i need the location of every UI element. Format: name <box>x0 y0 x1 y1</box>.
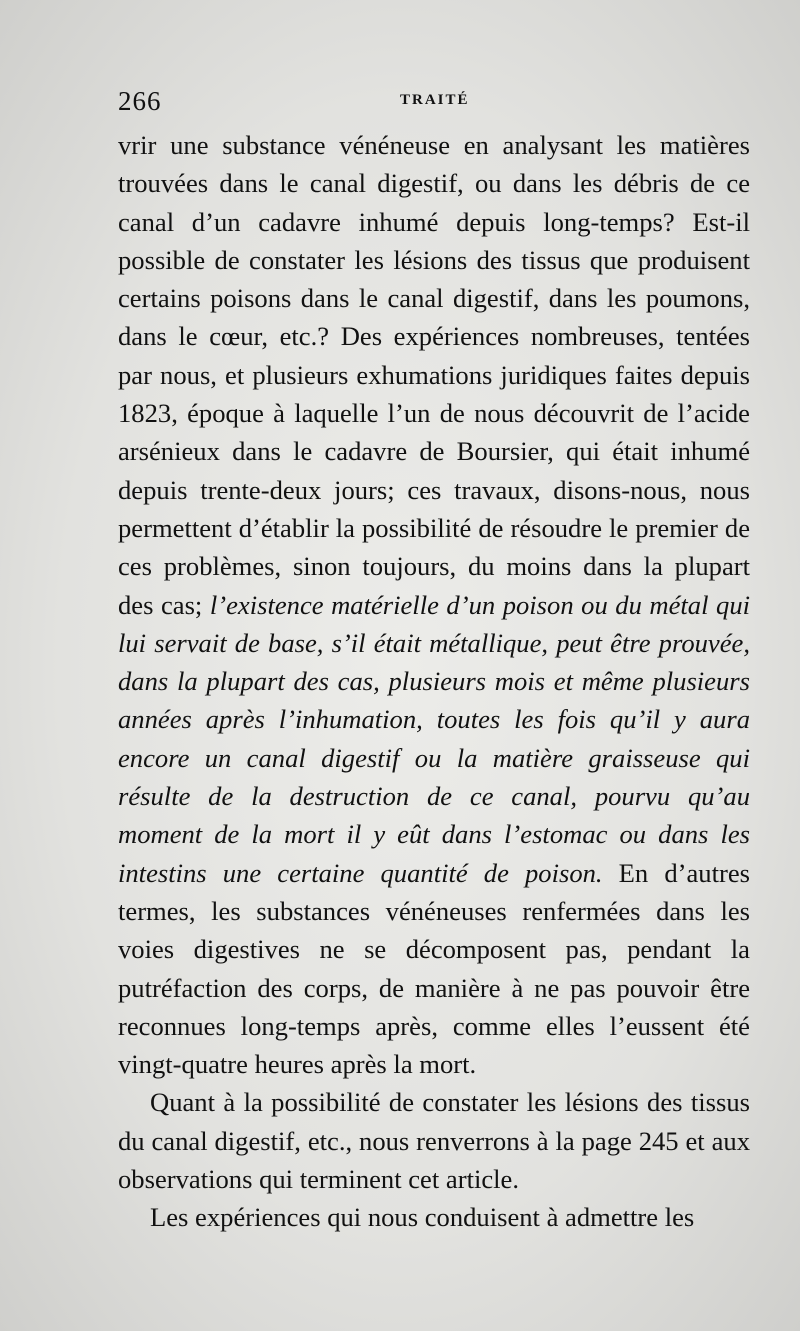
paragraph-3-text: Les expériences qui nous conduisent à admettre les <box>150 1202 695 1233</box>
page-number: 266 <box>118 86 162 116</box>
body-text <box>118 126 750 1237</box>
paragraph-1-italic-passage: l’existence matérielle d’un poison ou du métal qui lui servait de base, s’il était métallique, peut être prouvée, dans la plupart des cas, plusieurs mois et même plusieurs années après l’inhumation, toutes les fois qu’il y aura encore un canal digestif ou la matière graisseuse qui résulte de la destruction de ce canal, pourvu qu’au moment de la mort il y eût dans l’estomac ou dans les intestins une certaine quantité de poison. <box>118 589 750 888</box>
page-header <box>118 86 750 122</box>
paragraph-2-text: Quant à la possibilité de constater les lésions des tissus du canal digestif, etc., nous renverrons à la page 245 et aux observations qui terminent cet article. <box>118 1087 750 1195</box>
paragraph-1-text-b: En d’autres termes, les substances vénéneuses renfermées dans les voies digestives ne se décomposent pas, pendant la putréfaction des corps, de manière à ne pas pouvoir être reconnues long-temps après, comme elles l’eussent été vingt-quatre heures après la mort. <box>118 857 750 1080</box>
paragraph-1 <box>118 126 750 1083</box>
paragraph-2 <box>118 1083 750 1198</box>
running-title: TRAITÉ <box>400 92 470 108</box>
paragraph-3 <box>118 1198 750 1236</box>
paragraph-1-text-a: vrir une substance vénéneuse en analysant les matières trouvées dans le canal digestif, ou dans les débris de ce canal d’un cadavre inhumé depuis long-temps? Est-il possible de constater les lésions des tissus que produisent certains poisons dans le canal digestif, dans les poumons, dans le cœur, etc.? Des expériences nombreuses, tentées par nous, et plusieurs exhumations juridiques faites depuis 1823, époque à laquelle l’un de nous découvrit de l’acide arsénieux dans le cadavre de Boursier, qui était inhumé depuis trente-deux jours; ces travaux, disons-nous, nous permettent d’établir la possibilité de résoudre le premier de ces problèmes, sinon toujours, du moins dans la plupart des cas; <box>118 130 750 620</box>
